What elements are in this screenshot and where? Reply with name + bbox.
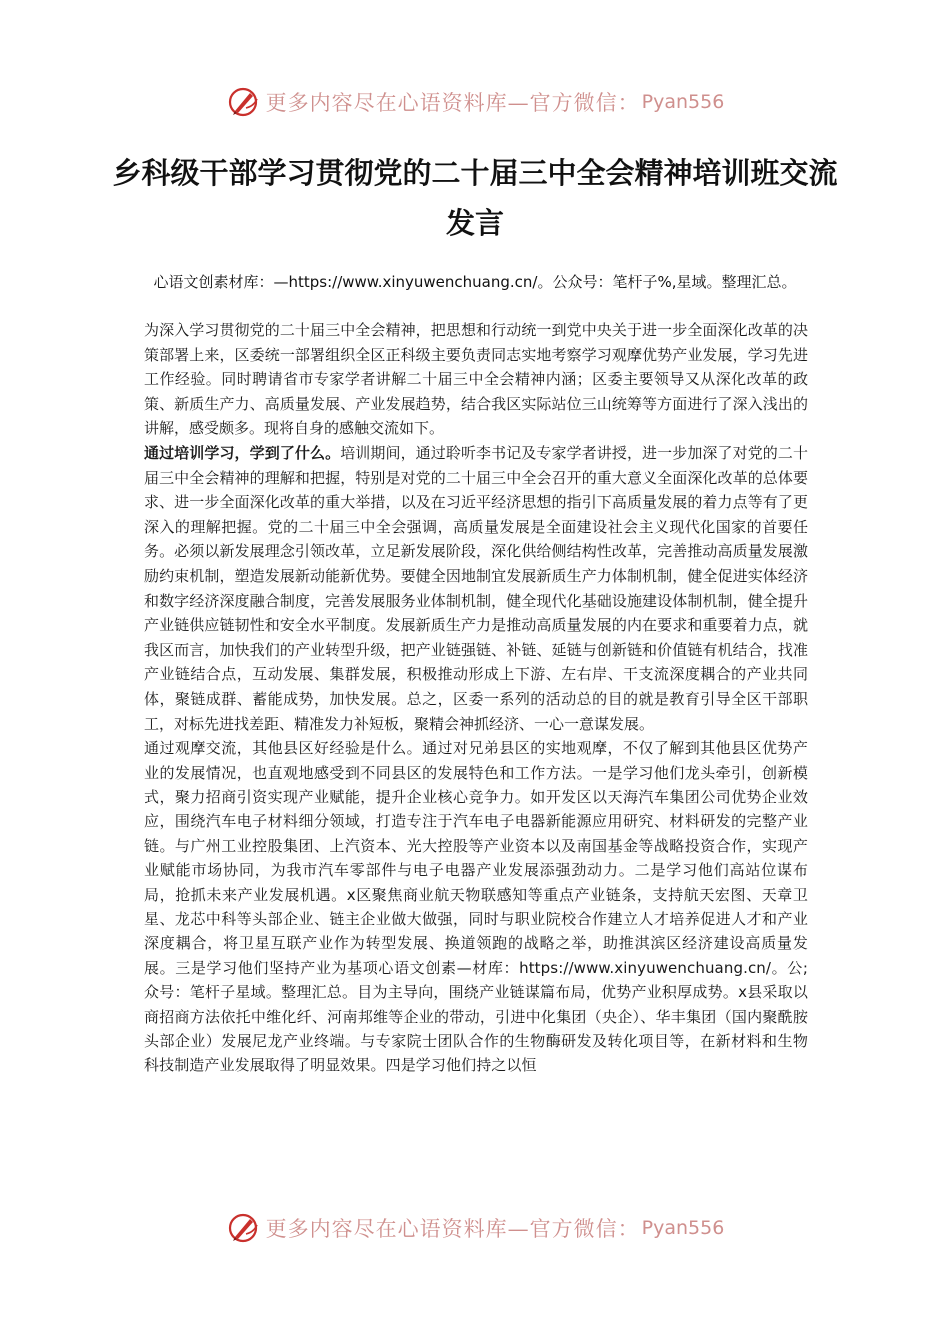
source-line: 心语文创素材库：—https://www.xinyuwenchuang.cn/。公众号：笔杆子%,星域。整理汇总。: [153, 273, 797, 291]
banner-text: 更多内容尽在心语资料库—官方微信：: [265, 91, 640, 115]
paragraph-text: 培训期间，通过聆听李书记及专家学者讲授，进一步加深了对党的二十届三中全会精神的理解和把握，特别是对党的二十届三中全会召开的重大意义全面深化改革的总体要求、进一步全面深化改革的重大举措，以及在习近平经济思想的指引下高质量发展的着力点等有了更深入的理解把握。党的二十届三中全会强调，高质量发展是全面建设社会主义现代化国家的首要任务。必须以新发展理念引领改革，立足新发展阶段，深化供给侧结构性改革，完善推动高质量发展激励约束机制，塑造发展新动能新优势。要健全因地制宜发展新质生产力体制机制，健全促进实体经济和数字经济深度融合制度，完善发展服务业体制机制，健全现代化基础设施建设体制机制，健全提升产业链供应链韧性和安全水平制度。发展新质生产力是推动高质量发展的内在要求和重要着力点，就我区而言，加快我们的产业转型升级，把产业链强链、补链、延链与创新链和价值链有机结合，找准产业链结合点，互动发展、集群发展，积极推动形成上下游、左右岸、干支流深度耦合的产业共同体，聚链成群、蓄能成势，加快发展。总之，区委一系列的活动总的目的就是教育引导全区干部职工，对标先进找差距、精准发力补短板，聚精会神抓经济、一心一意谋发展。: [144, 443, 808, 733]
banner-text: 更多内容尽在心语资料库—官方微信：: [265, 1217, 640, 1241]
paragraph-lead: 通过观摩交流，其他县区好经验是什么。: [144, 739, 423, 758]
pen-logo-icon: [226, 1210, 262, 1246]
document-title: 乡科级干部学习贯彻党的二十届三中全会精神培训班交流发言: [112, 156, 838, 240]
pen-logo-icon: [226, 84, 262, 120]
paragraph-text: 通过对兄弟县区的实地观摩，不仅了解到其他县区优势产业的发展情况，也直观地感受到不同县区的发展特色和工作方法。一是学习他们龙头牵引，创新模式，聚力招商引资实现产业赋能，提升企业核心竞争力。如开发区以天海汽车集团公司优势企业效应，围绕汽车电子材料细分领域，打造专注于汽车电子电器新能源应用研究、材料研发的完整产业链。与广州工业控股集团、上汽资本、光大控股等产业资本以及南国基金等战略投资合作，实现产业赋能市场协同，为我市汽车零部件与电子电器产业发展添强劲动力。二是学习他们高站位谋布局，抢抓未来产业发展机遇。x区聚焦商业航天物联感知等重点产业链条，支持航天宏图、天章卫星、龙芯中科等头部企业、链主企业做大做强，同时与职业院校合作建立人才培养促进人才和产业深度耦合，将卫星互联产业作为转型发展、换道领跑的战略之举，助推淇滨区经济建设高质量发展。三是学习他们坚持产业为基项心语文创素—材库：https://www.xinyuwenchuang.cn/。公;众号：笔杆子星域。整理汇总。目为主导向，围绕产业链谋篇布局，优势产业积厚成势。x县采取以商招商方法依托中维化纤、河南邦维等企业的带动，引进中化集团（央企）、华丰集团（国内聚酰胺头部企业）发展尼龙产业终端。与专家院士团队合作的生物酶研发及转化项目等，在新材料和生物科技制造产业发展取得了明显效果。四是学习他们持之以恒: [144, 739, 808, 1075]
paragraph-learning: [144, 441, 808, 736]
header-banner: [0, 80, 950, 124]
banner-wechat-id: Pyan556: [641, 1217, 725, 1239]
document-body: [144, 318, 808, 1078]
banner-wechat-id: Pyan556: [641, 91, 725, 113]
paragraph-lead: 通过培训学习，学到了什么。: [144, 443, 341, 462]
paragraph-text: 为深入学习贯彻党的二十届三中全会精神，把思想和行动统一到党中央关于进一步全面深化改革的决策部署上来，区委统一部署组织全区正科级主要负责同志实地考察学习观摩优势产业发展，学习先进工作经验。同时聘请省市专家学者讲解二十届三中全会精神内涵；区委主要领导又从深化改革的政策、新质生产力、高质量发展、产业发展趋势，结合我区实际站位三山统筹等方面进行了深入浅出的讲解，感受颇多。现将自身的感触交流如下。: [144, 321, 808, 438]
footer-banner: [0, 1206, 950, 1250]
paragraph-observation: [144, 736, 808, 1078]
paragraph-intro: [144, 318, 808, 441]
